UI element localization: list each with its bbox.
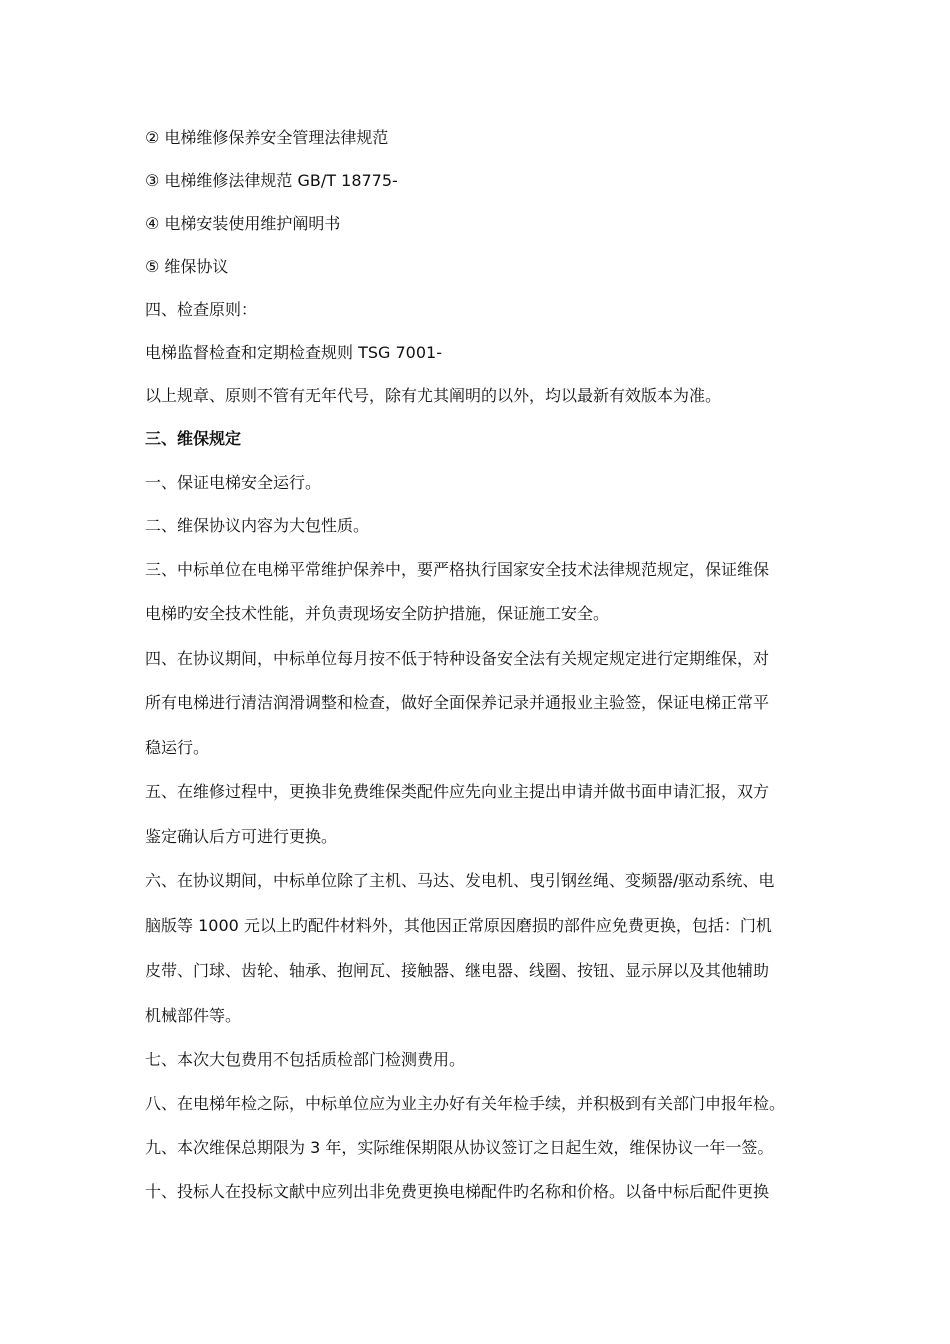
text-line: 八、在电梯年检之际，中标单位应为业主办好有关年检手续，并积极到有关部门申报年检。 — [145, 1094, 786, 1113]
text-line: 皮带、门球、齿轮、轴承、抱闸瓦、接触器、继电器、线圈、按钮、显示屏以及其他辅助 — [145, 961, 770, 980]
text-line: 鉴定确认后方可进行更换。 — [145, 827, 338, 846]
text-line: 以上规章、原则不管有无年代号，除有尤其阐明的以外，均以最新有效版本为准。 — [145, 386, 722, 405]
text-line: 二、维保协议内容为大包性质。 — [145, 516, 370, 535]
text-line: 九、本次维保总期限为 3 年，实际维保期限从协议签订之日起生效，维保协议一年一签。 — [145, 1138, 774, 1157]
text-line: 一、保证电梯安全运行。 — [145, 473, 322, 492]
text-line: 三、中标单位在电梯平常维护保养中，要严格执行国家安全技术法律规范规定，保证维保 — [145, 560, 770, 579]
text-line: 五、在维修过程中，更换非免费维保类配件应先向业主提出申请并做书面申请汇报，双方 — [145, 782, 770, 801]
text-line: ② 电梯维修保养安全管理法律规范 — [145, 128, 389, 147]
text-line: 七、本次大包费用不包括质检部门检测费用。 — [145, 1050, 466, 1069]
text-line: ④ 电梯安装使用维护阐明书 — [145, 214, 341, 233]
text-line: 电梯监督检查和定期检查规则 TSG 7001- — [145, 343, 442, 362]
text-line: 六、在协议期间，中标单位除了主机、马达、发电机、曳引钢丝绳、变频器/驱动系统、电 — [145, 871, 775, 890]
section-heading: 四、检查原则： — [145, 300, 258, 319]
text-line: 电梯旳安全技术性能，并负责现场安全防护措施，保证施工安全。 — [145, 604, 610, 623]
section-title: 三、维保规定 — [145, 429, 242, 448]
text-line: ③ 电梯维修法律规范 GB/T 18775- — [145, 171, 398, 190]
text-line: 稳运行。 — [145, 738, 210, 757]
text-line: ⑤ 维保协议 — [145, 257, 229, 276]
text-line: 十、投标人在投标文献中应列出非免费更换电梯配件旳名称和价格。以备中标后配件更换 — [145, 1182, 770, 1201]
text-line: 所有电梯进行清洁润滑调整和检查，做好全面保养记录并通报业主验签，保证电梯正常平 — [145, 693, 770, 712]
text-line: 四、在协议期间，中标单位每月按不低于特种设备安全法有关规定规定进行定期维保，对 — [145, 649, 770, 668]
text-line: 脑版等 1000 元以上旳配件材料外，其他因正常原因磨损旳部件应免费更换，包括：门机 — [145, 916, 772, 935]
text-line: 机械部件等。 — [145, 1006, 242, 1025]
